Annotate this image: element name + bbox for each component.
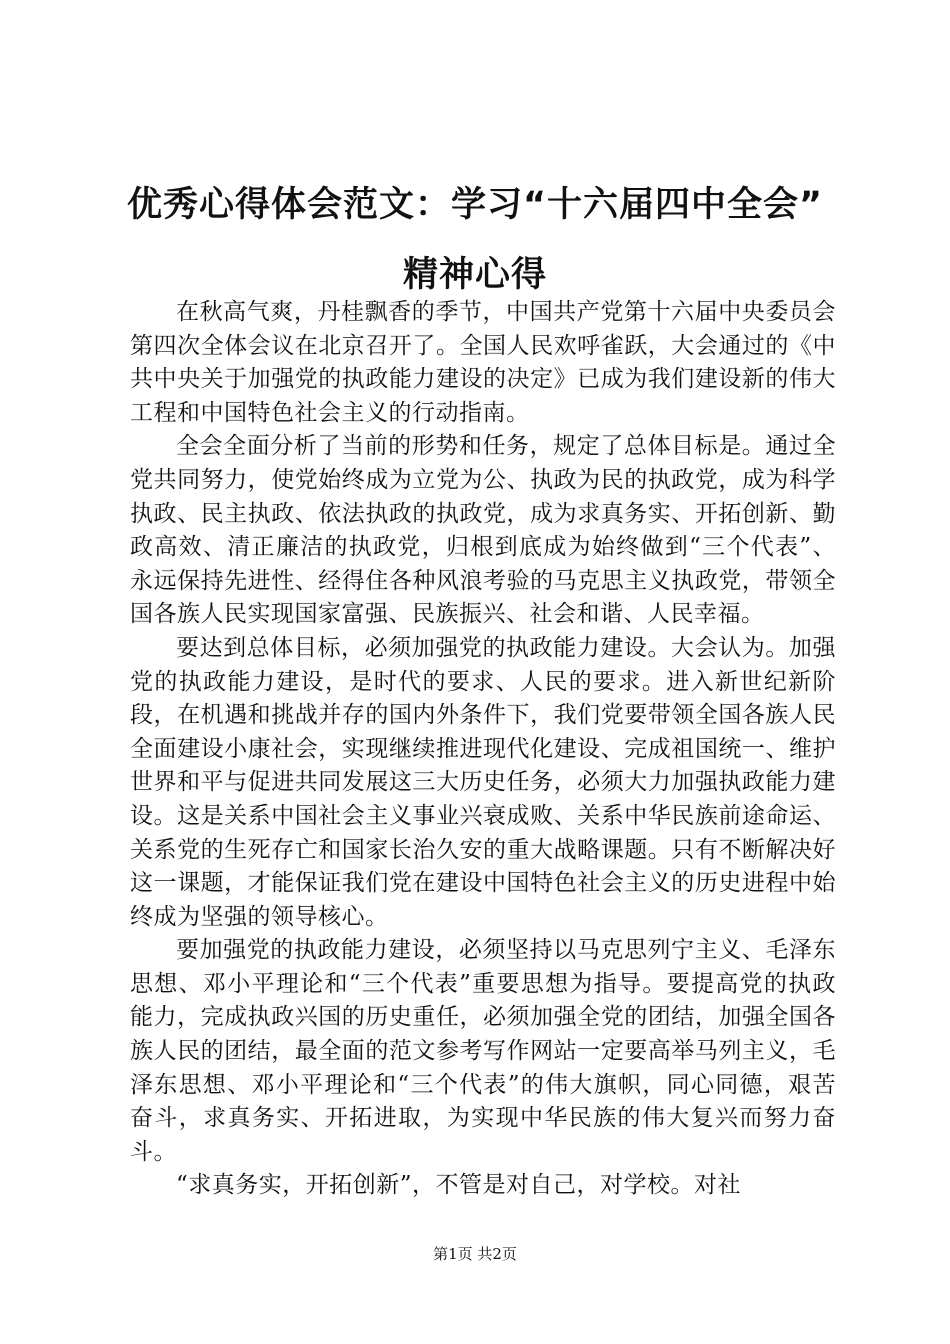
paragraph: 要达到总体目标，必须加强党的执政能力建设。大会认为。加强党的执政能力建设，是时代的要求、人民的要求。进入新世纪新阶段，在机遇和挑战并存的国内外条件下，我们党要带领全国各族人民全面建设小康社会，实现继续推进现代化建设、完成祖国统一、维护世界和平与促进共同发展这三大历史任务，必须大力加强执政能力建设。这是关系中国社会主义事业兴衰成败、关系中华民族前途命运、关系党的生死存亡和国家长治久安的重大战略课题。只有不断解决好这一课题，才能保证我们党在建设中国特色社会主义的历史进程中始终成为坚强的领导核心。 — [130, 634, 836, 930]
paragraph: 全会全面分析了当前的形势和任务，规定了总体目标是。通过全党共同努力，使党始终成为立党为公、执政为民的执政党，成为科学执政、民主执政、依法执政的执政党，成为求真务实、开拓创新、勤政高效、清正廉洁的执政党，归根到底成为始终做到“三个代表”、永远保持先进性、经得住各种风浪考验的马克思主义执政党，带领全国各族人民实现国家富强、民族振兴、社会和谐、人民幸福。 — [130, 433, 836, 628]
paragraph: 要加强党的执政能力建设，必须坚持以马克思列宁主义、毛泽东思想、邓小平理论和“三个代表”重要思想为指导。要提高党的执政能力，完成执政兴国的历史重任，必须加强全党的团结，加强全国各族人民的团结，最全面的范文参考写作网站一定要高举马列主义，毛泽东思想、邓小平理论和“三个代表”的伟大旗帜，同心同德，艰苦奋斗，求真务实、开拓进取，为实现中华民族的伟大复兴而努力奋斗。 — [130, 937, 836, 1165]
body-text — [130, 296, 836, 1203]
title-line-1: 优秀心得体会范文：学习“十六届四中全会” — [126, 185, 823, 225]
paragraph: 在秋高气爽，丹桂飘香的季节，中国共产党第十六届中央委员会第四次全体会议在北京召开了。全国人民欢呼雀跃，大会通过的《中共中央关于加强党的执政能力建设的决定》已成为我们建设新的伟大工程和中国特色社会主义的行动指南。 — [130, 299, 836, 426]
title-line-2: 精神心得 — [402, 255, 547, 295]
paragraph: “求真务实，开拓创新”，不管是对自己，对学校。对社 — [176, 1172, 742, 1199]
page-title — [120, 170, 830, 310]
page-footer: 第1页 共2页 — [433, 1245, 517, 1263]
